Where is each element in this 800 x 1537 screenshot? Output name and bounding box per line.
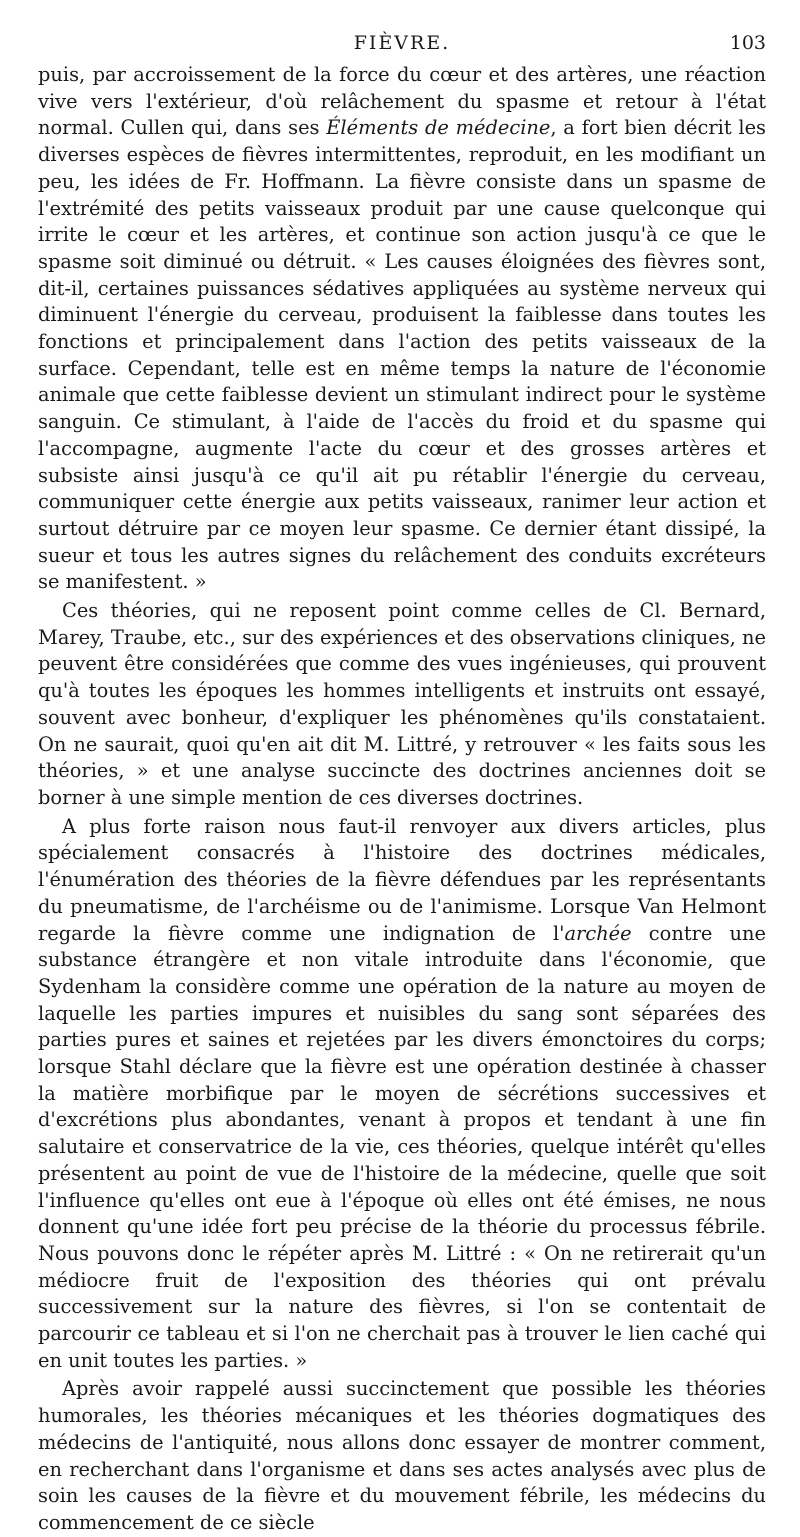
- running-head: [38, 30, 766, 62]
- text-run: A plus forte raison nous faut-il renvoyer aux divers articles, plus spécialement consacrés à l'histoire des doctrines médicales, l'énumération des théories de la fièvre défendues par les représentants du pneumatisme, de l'archéisme ou de l'animisme. Lorsque Van Helmont regarde la fièvre comme une indignation de l': [38, 814, 766, 945]
- book-page: [38, 30, 766, 1537]
- book-title-italic: Éléments de médecine: [326, 116, 551, 140]
- text-run: puis, par accroissement de la force du cœur et des artères, une réaction vive vers l'extérieur, d'où relâchement du spasme et retour à l'état normal. Cullen qui, dans ses: [38, 63, 766, 140]
- text-run: contre une substance étrangère et non vitale introduite dans l'économie, que Sydenham la considère comme une opération de la nature au moyen de laquelle les parties impures et nuisibles du sang sont séparées des parties pures et saines et rejetées par les divers émonctoires du corps; lorsque Stahl déclare que la fièvre est une opération destinée à chasser la matière morbifique par le moyen de sécrétions successives et d'excrétions plus abondantes, venant à propos et tendant à une fin salutaire et conservatrice de la vie, ces théories, quelque intérêt qu'elles présentent au point de vue de l'histoire de la médecine, quelle que soit l'influence qu'elles ont eue à l'époque où elles ont été émises, ne nous donnent qu'une idée fort peu précise de la théorie du processus fébrile. Nous pouvons donc le répéter après M. Littré : « On ne retirerait qu'un médiocre fruit de l'exposition des théories qui ont prévalu successivement sur la nature des fièvres, si l'on se contentait de parcourir ce tableau et si l'on ne cherchait pas à trouver le lien caché qui en unit toutes les parties. »: [38, 921, 766, 1372]
- text-run: Ces théories, qui ne reposent point comme celles de Cl. Bernard, Marey, Traube, etc., sur des expériences et des observations cliniques, ne peuvent être considérées que comme des vues ingénieuses, qui prouvent qu'à toutes les époques les hommes intelligents et instruits ont essayé, souvent avec bonheur, d'expliquer les phénomènes qu'ils constataient. On ne saurait, quoi qu'en ait dit M. Littré, y retrouver « les faits sous les théories, » et une analyse succincte des doctrines anciennes doit se borner à une simple mention de ces diverses doctrines.: [38, 599, 766, 809]
- paragraph: [38, 814, 766, 1375]
- text-run: , a fort bien décrit les diverses espèces de fièvres intermittentes, reproduit, en les modifiant un peu, les idées de Fr. Hoffmann. La fièvre consiste dans un spasme de l'extrémité des petits vaisseaux produit par une cause quelconque qui irrite le cœur et les artères, et continue son action jusqu'à ce que le spasme soit diminué ou détruit. « Les causes éloignées des fièvres sont, dit-il, certaines puissances sédatives appliquées au système nerveux qui diminuent l'énergie du cerveau, produisent la faiblesse dans toutes les fonctions et principalement dans l'action des petits vaisseaux de la surface. Cependant, telle est en même temps la nature de l'économie animale que cette faiblesse devient un stimulant indirect pour le système sanguin. Ce stimulant, à l'aide de l'accès du froid et du spasme qui l'accompagne, augmente l'acte du cœur et des grosses artères et subsiste ainsi jusqu'à ce qu'il ait pu rétablir l'énergie du cerveau, communiquer cette énergie aux petits vaisseaux, ranimer leur action et surtout détruire par ce moyen leur spasme. Ce dernier étant dissipé, la sueur et tous les autres signes du relâchement des conduits excréteurs se manifestent. »: [38, 116, 766, 594]
- emphasis-italic: archée: [564, 921, 632, 945]
- page-title: FIÈVRE.: [353, 32, 451, 54]
- paragraph: [38, 1376, 766, 1536]
- page-number: 103: [729, 32, 766, 54]
- text-run: Après avoir rappelé aussi succinctement que possible les théories humorales, les théories mécaniques et les théories dogmatiques des médecins de l'antiquité, nous allons donc essayer de montrer comment, en recherchant dans l'organisme et dans ses actes analysés avec plus de soin les causes de la fièvre et du mouvement fébrile, les médecins du commencement de ce siècle: [38, 1377, 766, 1534]
- paragraph: [38, 598, 766, 812]
- paragraph: [38, 62, 766, 596]
- body-text: [38, 62, 766, 1537]
